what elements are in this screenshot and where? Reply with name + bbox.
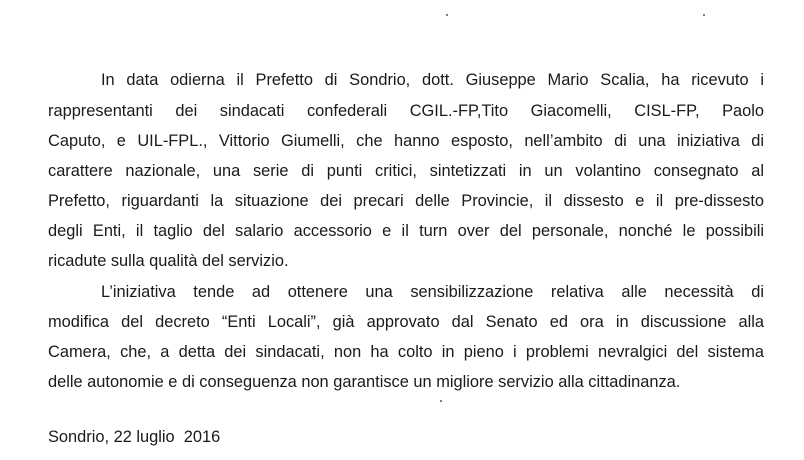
paragraph-line: delle autonomie e di conseguenza non garantisce un migliore servizio alla cittadinanza. (48, 373, 681, 391)
paragraph-line: modifica del decreto “Enti Locali”, già approvato dal Senato ed ora in discussione alla (48, 313, 764, 331)
paragraph-line: ricadute sulla qualità del servizio. (48, 252, 289, 270)
scan-speck (446, 14, 448, 16)
date-line: Sondrio, 22 luglio 2016 (48, 428, 221, 446)
paragraph-line: In data odierna il Prefetto di Sondrio, dott. Giuseppe Mario Scalia, ha ricevuto i (101, 71, 764, 89)
paragraph-line: Camera, che, a detta dei sindacati, non ha colto in pieno i problemi nevralgici del sistema (48, 343, 764, 361)
paragraph-line: rappresentanti dei sindacati confederali CGIL.-FP,Tito Giacomelli, CISL-FP, Paolo (48, 102, 764, 120)
paragraph-line: degli Enti, il taglio del salario accessorio e il turn over del personale, nonché le possibili (48, 222, 764, 240)
paragraph-line: Prefetto, riguardanti la situazione dei precari delle Provincie, il dissesto e il pre-dissesto (48, 192, 764, 210)
paragraph-line: L’iniziativa tende ad ottenere una sensibilizzazione relativa alle necessità di (101, 283, 764, 301)
paragraph-line: carattere nazionale, una serie di punti critici, sintetizzati in un volantino consegnato al (48, 162, 764, 180)
scan-speck (440, 400, 442, 402)
scan-speck (703, 14, 705, 16)
paragraph-line: Caputo, e UIL-FPL., Vittorio Giumelli, che hanno esposto, nell’ambito di una iniziativa di (48, 132, 764, 150)
